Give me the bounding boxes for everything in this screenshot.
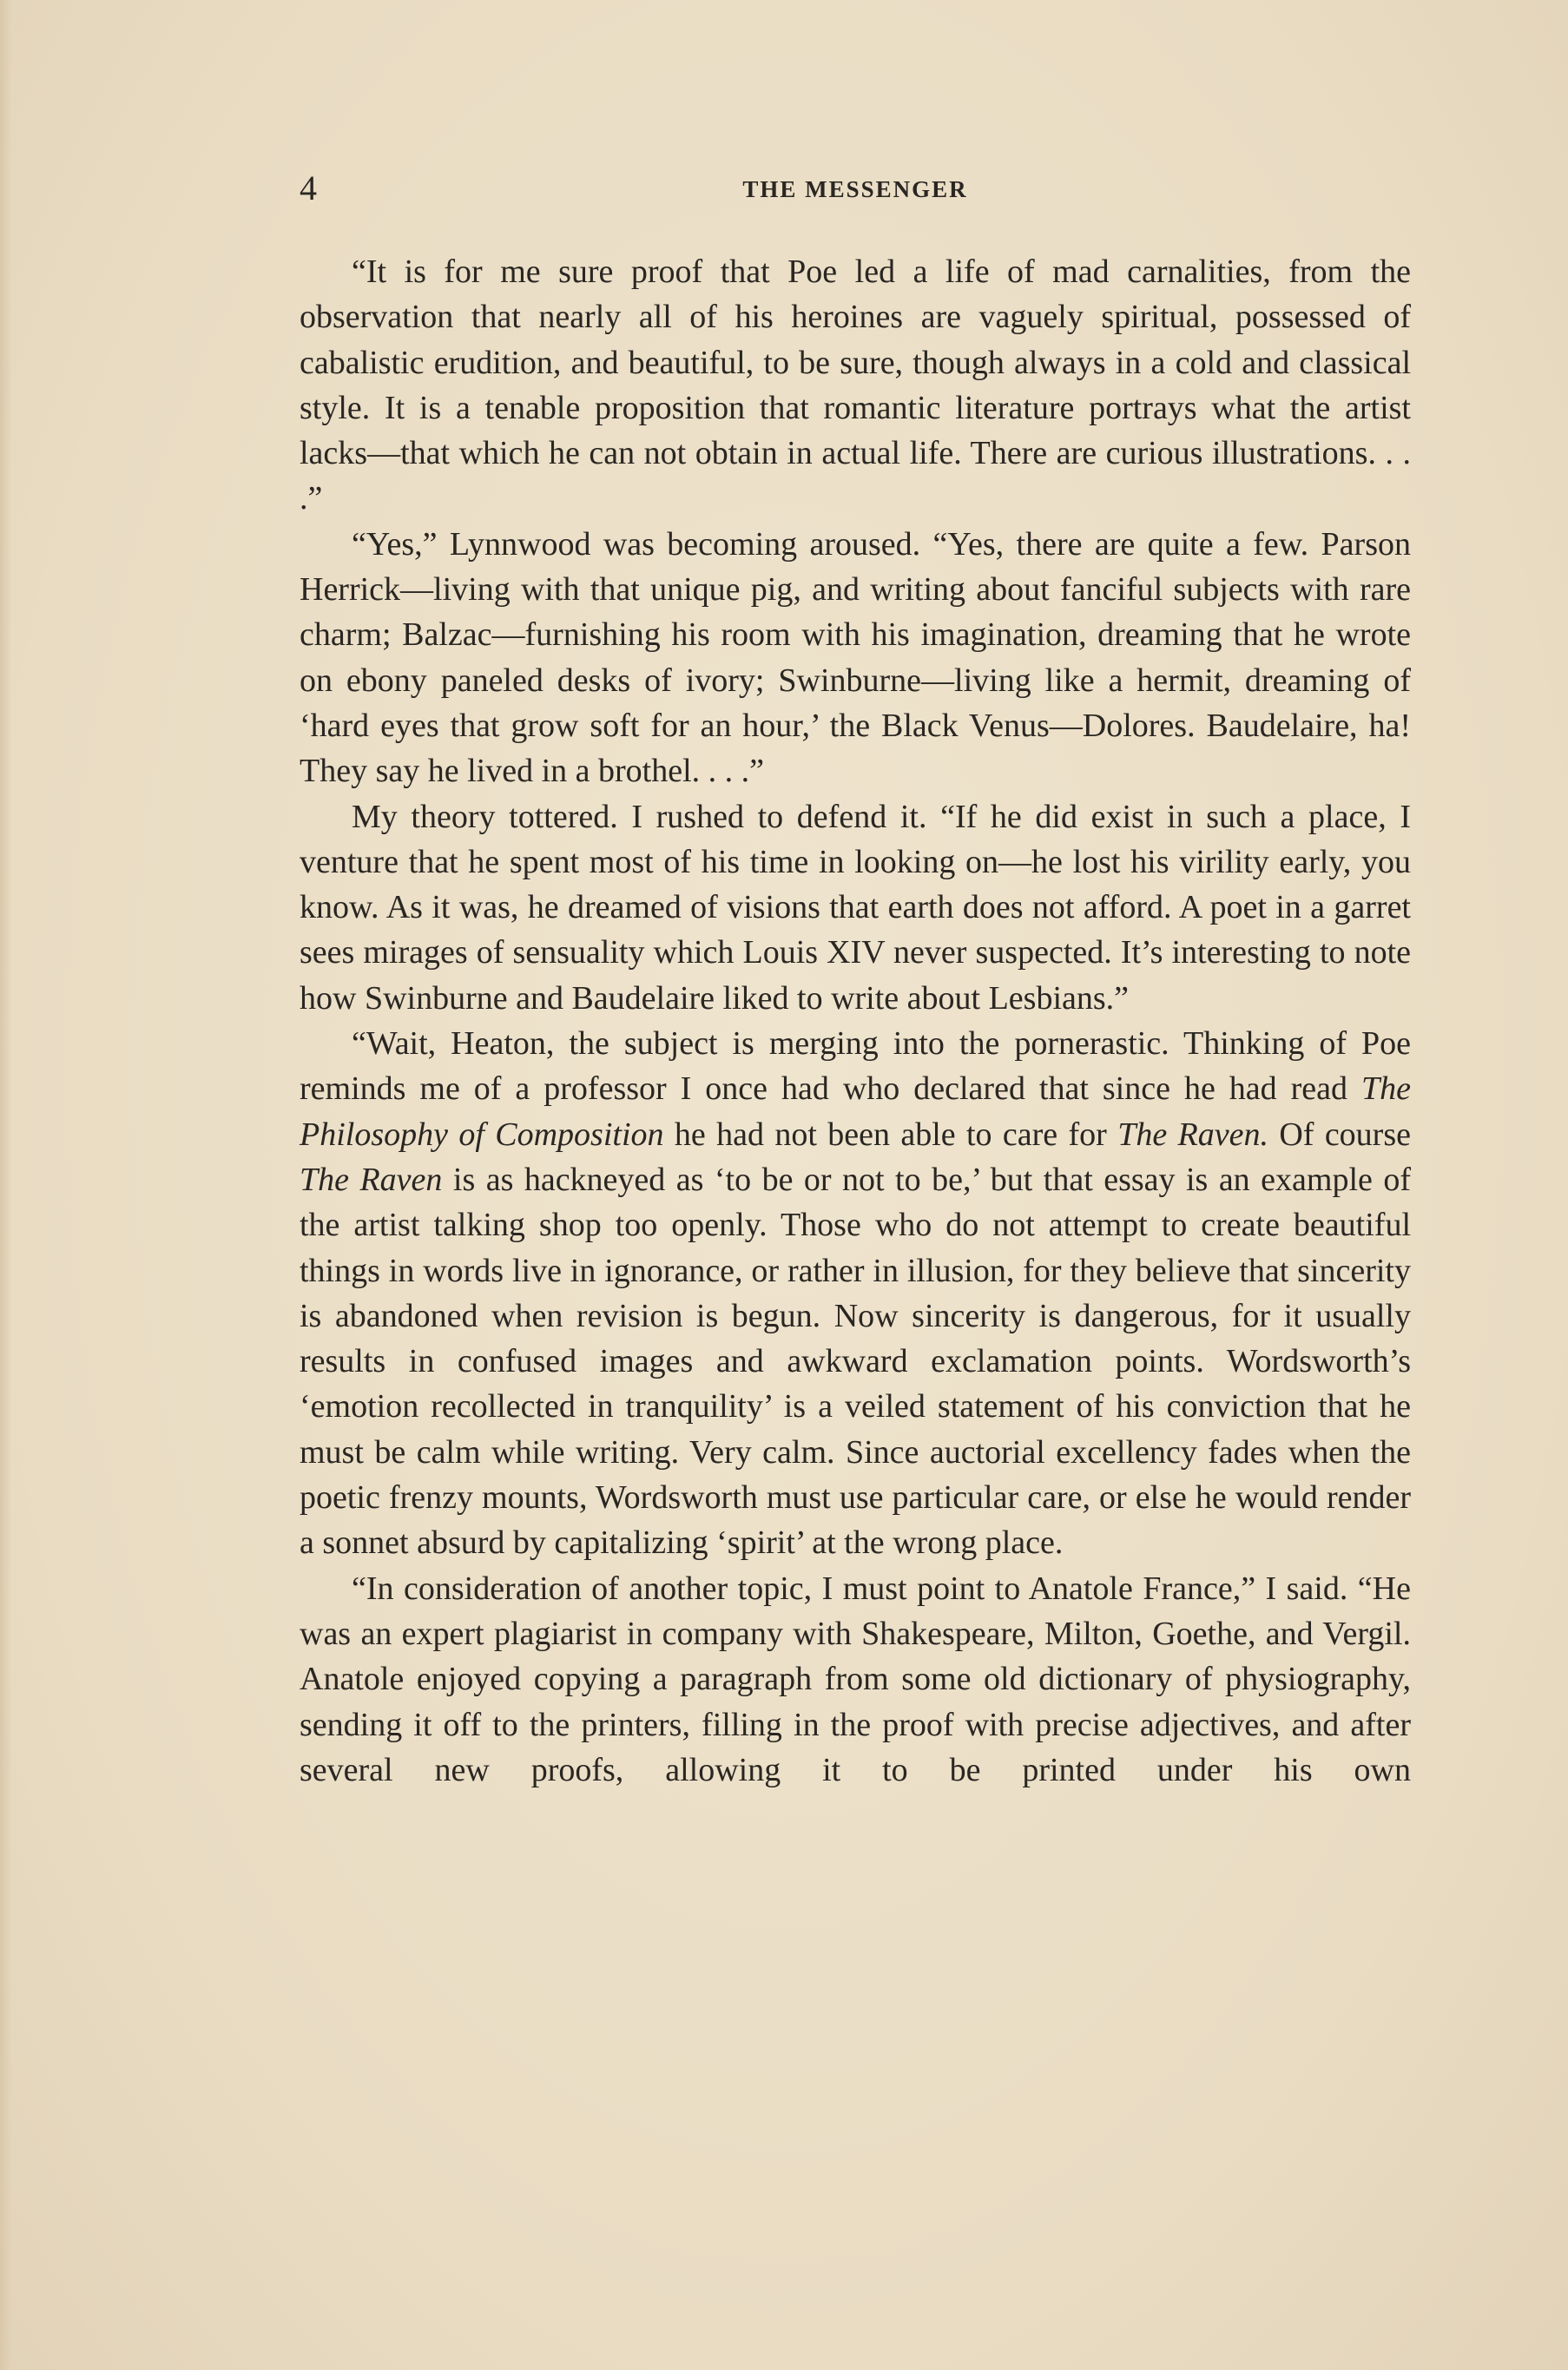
paragraph-4-text-c: Of course [1268,1116,1411,1153]
title-the-raven: The Raven. [1117,1116,1268,1153]
body-text [300,249,1411,1793]
paragraph-3: My theory tottered. I rushed to defend it. “If he did exist in such a place, I venture that he spent most of his time in looking on—he lost his virility early, you know. As it was, he dreamed of visions that earth does not afford. A poet in a garret sees mirages of sensuality which Louis XIV never suspected. It’s interesting to note how Swinburne and Baudelaire liked to write about Lesbians.” [300,798,1411,1017]
journal-title: THE MESSENGER [742,176,968,202]
paragraph-4-text-b: he had not been able to care for [663,1116,1118,1153]
paragraph-1: “It is for me sure proof that Poe led a life of mad carnalities, from the observation that nearly all of his heroines are vaguely spiritual, possessed of cabalistic erudition, and beautiful, to be sure, though always in a cold and classical style. It is a tenable proposition that romantic literature portrays what the artist lacks—that which he can not obtain in actual life. There are curious illustrations. . . .” [300,253,1411,517]
page-edge-shadow [0,0,12,2370]
paragraph-2: “Yes,” Lynnwood was becoming aroused. “Yes, there are quite a few. Parson Herrick—living with that unique pig, and writing about fanciful subjects with rare charm; Balzac—furnishing his room with his imagination, dreaming that he wrote on ebony paneled desks of ivory; Swinburne—living like a hermit, dreaming of ‘hard eyes that grow soft for an hour,’ the Black Venus—Dolores. Baudelaire, ha! They say he lived in a brothel. . . .” [300,525,1411,790]
page-number: 4 [300,168,317,207]
title-philosophy-of-composition: The Philosophy of Composition [300,1070,1411,1153]
paragraph-4-text-a: “Wait, Heaton, the subject is merging into the pornerastic. Thinking of Poe reminds me of a professor I once had who declared that since he had read [300,1025,1411,1108]
paragraph-4 [300,1021,1411,1566]
paragraph-4-text-d: is as hackneyed as ‘to be or not to be,’ but that essay is an example of the artist talking shop too openly. Those who do not attempt to create beautiful things in words live in ignorance, or rather in illusion, for they believe that sincerity is abandoned when revision is begun. Now sincerity is dangerous, for it usually results in confused images and awkward exclamation points. Wordsworth’s ‘emotion recollected in tranquility’ is a veiled statement of his conviction that he must be calm while writing. Very calm. Since auctorial excellency fades when the poetic frenzy mounts, Wordsworth must use particular care, or else he would render a sonnet absurd by capitalizing ‘spirit’ at the wrong place. [300,1161,1411,1562]
running-head [300,167,1411,210]
paragraph-5: “In consideration of another topic, I must point to Anatole France,” I said. “He was an expert plagiarist in company with Shakespeare, Milton, Goethe, and Vergil. Anatole enjoyed copying a paragraph from some old dictionary of physiography, sending it off to the printers, filling in the proof with precise adjectives, and after several new proofs, allowing it to be printed under his own [300,1570,1411,1788]
title-the-raven-second: The Raven [300,1161,443,1198]
